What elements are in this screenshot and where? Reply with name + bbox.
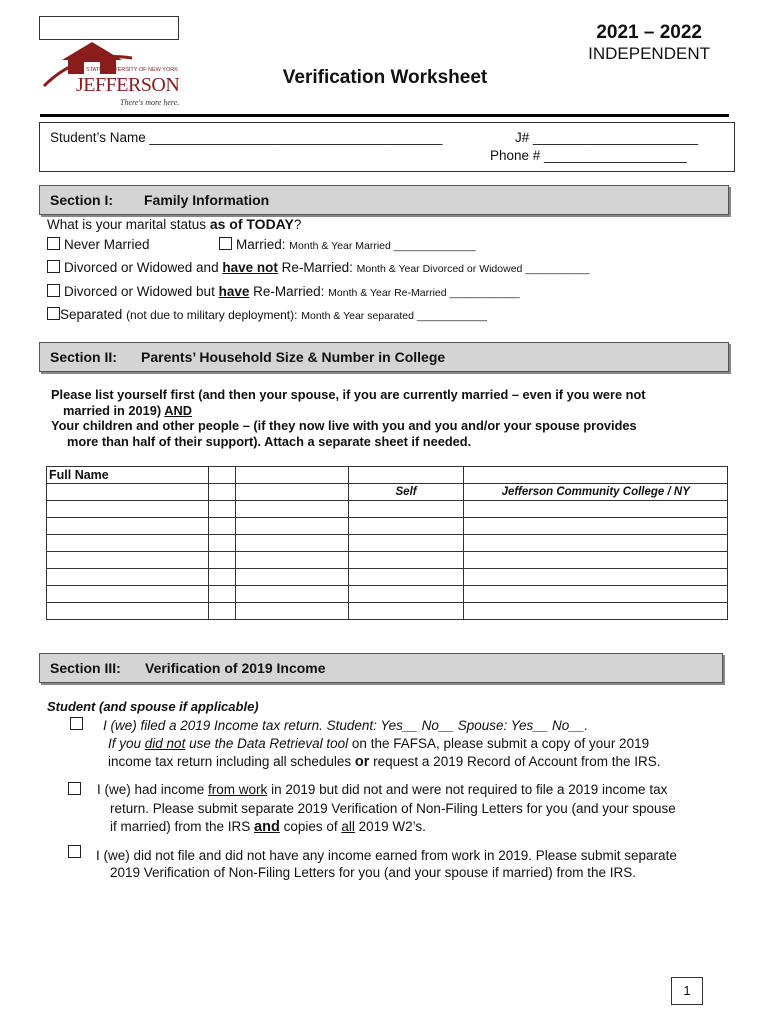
table-cell[interactable] — [47, 484, 209, 501]
opt2-line2: return. Please submit separate 2019 Verification of Non-Filing Letters for you (and your spouse — [110, 801, 676, 816]
table-cell[interactable] — [464, 467, 728, 484]
div1-text-a: Divorced or Widowed and — [64, 260, 223, 275]
logo-name: JEFFERSON — [76, 74, 180, 96]
table-row — [47, 552, 728, 569]
checkbox-divorced-remarried[interactable] — [47, 284, 60, 297]
opt1-line2 — [108, 736, 649, 751]
table-cell[interactable] — [209, 518, 236, 535]
table-cell[interactable] — [236, 552, 348, 569]
table-cell[interactable] — [209, 603, 236, 620]
opt2-l1-b: from work — [208, 782, 268, 797]
phone-field[interactable]: Phone # ___________________ — [490, 148, 687, 163]
table-cell[interactable] — [464, 518, 728, 535]
table-cell[interactable] — [348, 535, 464, 552]
table-cell[interactable] — [236, 535, 348, 552]
table-cell[interactable] — [209, 586, 236, 603]
table-cell[interactable] — [348, 518, 464, 535]
opt2-l3-e: 2019 W2’s. — [354, 819, 426, 834]
opt2-line3 — [110, 819, 426, 835]
table-cell[interactable] — [236, 603, 348, 620]
dependency-status: INDEPENDENT — [588, 44, 710, 63]
married-date-field[interactable]: Month & Year Married ______________ — [289, 240, 476, 252]
table-cell[interactable] — [209, 467, 236, 484]
section2-para-line1: Please list yourself first (and then your spouse, if you are currently married – even if you were not — [51, 387, 646, 402]
checkbox-never-married[interactable] — [47, 237, 60, 250]
table-cell[interactable] — [236, 518, 348, 535]
section2-label: Section II: — [50, 349, 117, 365]
checkbox-filed-return[interactable] — [70, 717, 83, 730]
table-cell[interactable] — [464, 501, 728, 518]
marital-question-emphasis: as of TODAY — [209, 216, 294, 232]
logo-tagline: There's more here. — [120, 98, 180, 107]
section3-title: Verification of 2019 Income — [145, 660, 326, 676]
divorced-date-field[interactable]: Month & Year Divorced or Widowed ___________ — [356, 263, 590, 275]
checkbox-divorced-not-remarried[interactable] — [47, 260, 60, 273]
table-cell[interactable] — [47, 603, 209, 620]
opt1-l2-d: on the FAFSA, please submit a copy of your 2019 — [348, 736, 650, 751]
student-info-box — [39, 122, 735, 172]
table-cell[interactable] — [236, 569, 348, 586]
opt2-l3-b: and — [254, 819, 280, 835]
table-cell[interactable] — [348, 603, 464, 620]
award-year: 2021 – 2022 — [596, 22, 702, 43]
opt2-line1 — [97, 782, 667, 797]
div2-text-b: have — [218, 284, 250, 299]
div2-text-c: Re-Married: — [249, 284, 325, 299]
section2-para-line3: Your children and other people – (if they now live with you and you and/or your spouse provides — [51, 418, 637, 433]
section2-para-line2 — [63, 403, 192, 418]
opt1-l2-c: use the Data Retrieval tool — [185, 736, 349, 751]
table-row — [47, 501, 728, 518]
opt1-l3-a: income tax return including all schedules — [108, 754, 355, 769]
table-cell[interactable] — [464, 586, 728, 603]
full-name-header: Full Name — [47, 467, 209, 484]
table-cell[interactable] — [236, 501, 348, 518]
table-cell[interactable] — [236, 467, 348, 484]
section2-header — [39, 342, 729, 372]
section3-subheading: Student (and spouse if applicable) — [47, 699, 259, 714]
logo-top-text: STATE UNIVERSITY OF NEW YORK — [86, 67, 178, 73]
table-cell[interactable] — [236, 484, 348, 501]
married-label: Married: — [236, 237, 286, 252]
checkbox-separated[interactable] — [47, 307, 60, 320]
section1-title: Family Information — [144, 192, 270, 208]
table-cell[interactable] — [47, 586, 209, 603]
page-number: 1 — [671, 977, 703, 1005]
page-title: Verification Worksheet — [282, 67, 488, 88]
opt1-line3 — [108, 754, 661, 770]
option-divorced-remarried[interactable] — [47, 284, 520, 299]
table-cell[interactable] — [348, 586, 464, 603]
checkbox-income-not-filed[interactable] — [68, 782, 81, 795]
section1-header — [39, 185, 729, 215]
table-cell[interactable] — [47, 501, 209, 518]
self-cell: Self — [348, 484, 464, 501]
separated-note: (not due to military deployment): — [126, 308, 298, 322]
option-never-married[interactable] — [47, 237, 150, 252]
table-cell[interactable] — [47, 569, 209, 586]
marital-question — [47, 216, 301, 232]
table-row — [47, 535, 728, 552]
table-cell[interactable] — [209, 501, 236, 518]
marital-question-mark: ? — [293, 217, 302, 232]
opt3-line2: 2019 Verification of Non-Filing Letters for you (and your spouse if married) from the IRS. — [110, 865, 636, 880]
table-row — [47, 569, 728, 586]
table-cell[interactable] — [464, 552, 728, 569]
opt2-l3-c: copies of — [279, 819, 342, 834]
header-rule — [40, 114, 729, 117]
section2-title: Parents’ Household Size & Number in College — [141, 349, 446, 365]
j-number-field[interactable]: J# ______________________ — [515, 130, 699, 145]
div1-text-c: Re-Married: — [277, 260, 353, 275]
checkbox-married[interactable] — [219, 237, 232, 250]
table-row — [47, 484, 728, 501]
opt1-l2-b: did not — [144, 736, 186, 751]
table-cell[interactable] — [47, 535, 209, 552]
remarried-date-field[interactable]: Month & Year Re-Married ____________ — [328, 287, 520, 299]
opt2-l3-a: if married) from the IRS — [110, 819, 255, 834]
table-row — [47, 518, 728, 535]
table-header-row — [47, 467, 728, 484]
section2-para-line4: more than half of their support). Attach a separate sheet if needed. — [67, 434, 472, 449]
table-cell[interactable] — [209, 535, 236, 552]
option-married[interactable] — [219, 237, 476, 252]
table-cell[interactable] — [348, 501, 464, 518]
form-id-box — [39, 16, 179, 40]
opt3-line1: I (we) did not file and did not have any income earned from work in 2019. Please submit separate — [96, 848, 677, 863]
separated-date-field[interactable]: Month & Year separated ____________ — [301, 310, 487, 322]
opt1-l2-a: If you — [108, 736, 145, 751]
opt1-l3-b: or — [354, 754, 370, 770]
table-cell[interactable] — [348, 569, 464, 586]
option-separated[interactable] — [47, 307, 487, 322]
table-cell[interactable] — [464, 569, 728, 586]
div2-text-a: Divorced or Widowed but — [64, 284, 219, 299]
table-cell[interactable] — [464, 603, 728, 620]
opt1-line1: I (we) filed a 2019 Income tax return. Student: Yes__ No__ Spouse: Yes__ No__. — [103, 718, 589, 733]
option-divorced-not-remarried[interactable] — [47, 260, 590, 275]
para2-and: AND — [164, 403, 192, 418]
student-name-field[interactable]: Student’s Name _______________________________________ — [50, 130, 443, 145]
table-cell[interactable] — [348, 467, 464, 484]
table-cell[interactable] — [209, 552, 236, 569]
section3-label: Section III: — [50, 660, 121, 676]
table-cell[interactable] — [236, 586, 348, 603]
marital-question-text: What is your marital status — [47, 217, 210, 232]
table-row — [47, 603, 728, 620]
opt1-l3-c: request a 2019 Record of Account from the IRS. — [369, 754, 661, 769]
table-cell[interactable] — [47, 552, 209, 569]
opt2-l1-a: I (we) had income — [97, 782, 209, 797]
opt2-l3-d: all — [341, 819, 355, 834]
table-cell[interactable] — [209, 484, 236, 501]
household-table — [46, 466, 728, 620]
table-row — [47, 586, 728, 603]
para2-text: married in 2019) — [63, 403, 165, 418]
never-married-label: Never Married — [64, 237, 150, 252]
table-cell[interactable] — [209, 569, 236, 586]
section1-label: Section I: — [50, 192, 114, 208]
div1-text-b: have not — [222, 260, 278, 275]
checkbox-no-income[interactable] — [68, 845, 81, 858]
table-cell[interactable] — [464, 535, 728, 552]
table-cell[interactable] — [348, 552, 464, 569]
separated-label: Separated — [60, 307, 127, 322]
table-cell[interactable] — [47, 518, 209, 535]
college-cell: Jefferson Community College / NY — [464, 484, 728, 501]
section3-header — [39, 653, 723, 683]
opt2-l1-c: in 2019 but did not and were not required to file a 2019 income tax — [267, 782, 668, 797]
